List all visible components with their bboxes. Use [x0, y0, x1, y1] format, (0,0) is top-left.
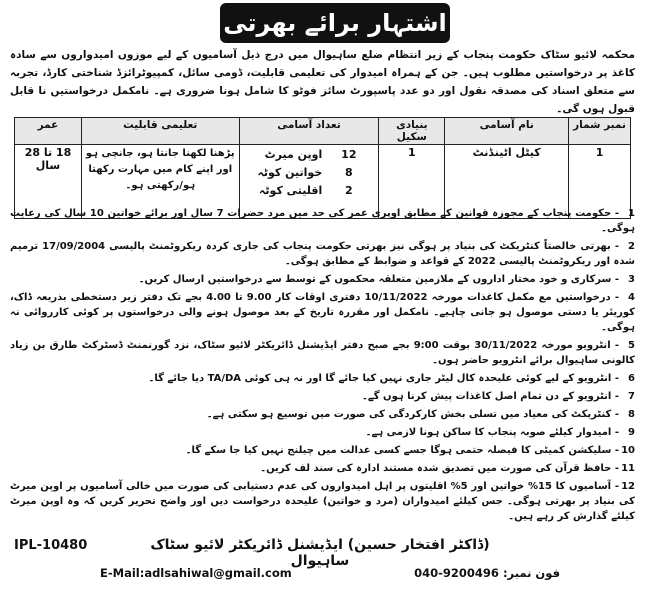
- condition-number: 6: [628, 373, 635, 384]
- signatory: (ڈاکٹر افتخار حسین) ایڈیشنل ڈائریکٹر لائیو سٹاک ساہیوال: [150, 537, 490, 569]
- quota-women: خواتین کوٹہ: [257, 166, 323, 179]
- condition-number: 10: [621, 445, 635, 456]
- condition-number: 2: [628, 241, 635, 252]
- condition-text: آسامیوں کا 15% خواتین اور 5% اقلیتوں پر اہل امیدواروں کی عدم دستیابی کی صورت میں خالی آسامیوں پر اوپن میرٹ کی بنیاد پر بھرتی ہوگی۔ جس کیلئے امیدواران (مرد و خواتین) علیحدہ درخواست دیں اور واضح تحریر کریں کہ وہ اوپن میرٹ کیلئے گذارش کر رہے ہیں۔: [10, 481, 635, 522]
- condition-number: 4: [628, 292, 635, 303]
- condition-text: امیدوار کیلئے صوبہ پنجاب کا ساکن ہونا لازمی ہے۔: [365, 427, 612, 438]
- col-post: نام آسامی: [445, 118, 569, 145]
- list-item: 3- سرکاری و خود مختار اداروں کے ملازمین متعلقہ محکموں کے توسط سے درخواستیں ارسال کریں۔: [138, 274, 635, 285]
- col-serial: نمبر شمار: [569, 118, 631, 145]
- count-list: [322, 146, 375, 200]
- list-item: 11- حافظ قرآن کی صورت میں تصدیق شدہ مستند ادارہ کی سند لف کریں۔: [260, 463, 635, 474]
- list-item: 5- انٹرویو مورخہ 30/11/2022 بوقت 9:00 بجے صبح دفتر ایڈیشنل ڈائریکٹر لائیو سٹاک، نزد گورنمنٹ ڈسٹرکٹ طارق بن زیاد کالونی ساہیوال برائے انٹرویو حاضر ہوں۔: [10, 340, 636, 366]
- count-minority: 2: [345, 184, 353, 197]
- intro-paragraph: محکمہ لائیو سٹاک حکومت پنجاب کے زیر انتظام ضلع ساہیوال میں درج ذیل آسامیوں کے لیے موزوں امیدواروں سے سادہ کاغذ پر درخواستیں مطلوب ہیں۔ جن کے ہمراہ امیدوار کی تعلیمی قابلیت، ڈومی سائل، کمپیوٹرائزڈ شناختی کارڈ، تجربہ سے متعلق اسناد کی مصدقہ نقول اور دو عدد پاسپورٹ سائز فوٹو کا شامل ہونا ضروری ہے۔ نامکمل درخواستیں نا قابل قبول ہوں گی۔: [10, 49, 635, 115]
- phone-number: 040-9200496: [414, 566, 499, 580]
- condition-number: 3: [628, 274, 635, 285]
- reference-number: IPL-10480: [14, 538, 88, 553]
- quota-list: [243, 146, 323, 200]
- list-item: 9- امیدوار کیلئے صوبہ پنجاب کا ساکن ہونا لازمی ہے۔: [365, 427, 635, 438]
- cell-age: 18 تا 28 سال: [15, 145, 82, 219]
- condition-text: حافظ قرآن کی صورت میں تصدیق شدہ مستند ادارہ کی سند لف کریں۔: [260, 463, 612, 474]
- phone-label: فون نمبر:: [502, 566, 560, 580]
- condition-text: حکومت پنجاب کے مجوزہ قوانین کے مطابق اوپری عمر کی حد میں مرد حضرات 7 سال اور برائے خواتین 10 سال کی رعایت ہوگی۔: [10, 208, 635, 234]
- condition-number: 8: [628, 409, 635, 420]
- condition-number: 12: [621, 481, 635, 492]
- quota-open: اوپن میرٹ: [264, 148, 323, 161]
- cell-qualification: پڑھنا لکھنا جانتا ہو، جانچی ہو اور اپنے کام میں مہارت رکھتا ہو/رکھتی ہو۔: [81, 145, 239, 219]
- condition-number: 9: [628, 427, 635, 438]
- list-item: 12- آسامیوں کا 15% خواتین اور 5% اقلیتوں پر اہل امیدواروں کی عدم دستیابی کی صورت میں خالی آسامیوں پر اوپن میرٹ کی بنیاد پر بھرتی ہوگی۔ جس کیلئے امیدواران (مرد و خواتین) علیحدہ درخواست دیں اور واضح تحریر کریں کہ وہ اوپن میرٹ کیلئے گذارش کر رہے ہیں۔: [10, 481, 635, 522]
- condition-number: 5: [628, 340, 636, 351]
- condition-number: 1: [628, 208, 635, 219]
- col-qualification: تعلیمی قابلیت: [81, 118, 239, 145]
- list-item: 1- حکومت پنجاب کے مجوزہ قوانین کے مطابق اوپری عمر کی حد میں مرد حضرات 7 سال اور برائے خواتین 10 سال کی رعایت ہوگی۔: [10, 208, 635, 234]
- condition-number: 7: [628, 391, 635, 402]
- contact-line: [100, 566, 560, 580]
- condition-text: سلیکشن کمیٹی کا فیصلہ حتمی ہوگا جسے کسی عدالت میں چیلنج نہیں کیا جا سکے گا۔: [185, 445, 612, 456]
- table-header-row: [15, 118, 631, 145]
- conditions-list: [10, 206, 635, 527]
- col-scale: بنیادی سکیل: [379, 118, 445, 145]
- count-open: 12: [341, 148, 357, 161]
- list-item: 7- انٹرویو کے دن تمام اصل کاغذات پیش کرنا ہوں گے۔: [362, 391, 635, 402]
- condition-text: انٹرویو کے دن تمام اصل کاغذات پیش کرنا ہوں گے۔: [362, 391, 612, 402]
- condition-text: سرکاری و خود مختار اداروں کے ملازمین متعلقہ محکموں کے توسط سے درخواستیں ارسال کریں۔: [138, 274, 612, 285]
- col-age: عمر: [15, 118, 82, 145]
- condition-number: 11: [621, 463, 635, 474]
- list-item: 4- درخواستیں مع مکمل کاغذات مورخہ 10/11/2022 دفتری اوقات کار 9.00 تا 4.00 بجے تک دفتر زیر دستخطی بذریعہ ڈاک، کوریئر یا دستی موصول ہو جانی چاہیے۔ نامکمل اور مقررہ تاریخ کے بعد موصول ہونے والی درخواستوں پر کوئی کارروائی نہ ہوگی۔: [10, 292, 635, 333]
- cell-scale: 1: [379, 145, 445, 219]
- page-title: اشتہار برائے بھرتی: [220, 3, 450, 43]
- cell-serial: 1: [569, 145, 631, 219]
- list-item: 10- سلیکشن کمیٹی کا فیصلہ حتمی ہوگا جسے کسی عدالت میں چیلنج نہیں کیا جا سکے گا۔: [185, 445, 635, 456]
- list-item: 6- انٹرویو کے لیے کوئی علیحدہ کال لیٹر جاری نہیں کیا جائے گا اور نہ ہی کوئی TA/DA دیا جائے گا۔: [148, 373, 635, 384]
- phone-block: [414, 566, 560, 580]
- quota-minority: اقلیتی کوٹہ: [258, 184, 323, 197]
- posts-table: [14, 117, 631, 219]
- cell-post: کیٹل اٹینڈنٹ: [445, 145, 569, 219]
- email: E-Mail:adlsahiwal@gmail.com: [100, 566, 292, 580]
- list-item: 2- بھرتی خالصتاً کنٹریکٹ کی بنیاد پر ہوگی نیز بھرتی حکومت پنجاب کی جاری کردہ ریکروٹمنٹ پالیسی 17/09/2004 ترمیم شدہ اور ریکروٹمنٹ پالیسی 2022 کے قواعد و ضوابط کے مطابق ہوگی۔: [10, 241, 635, 267]
- condition-text: کنٹریکٹ کی معیاد میں تسلی بخش کارکردگی کی صورت میں توسیع ہو سکتی ہے۔: [206, 409, 612, 420]
- condition-text: درخواستیں مع مکمل کاغذات مورخہ 10/11/2022 دفتری اوقات کار 9.00 تا 4.00 بجے تک دفتر زیر دستخطی بذریعہ ڈاک، کوریئر یا دستی موصول ہو جانی چاہیے۔ نامکمل اور مقررہ تاریخ کے بعد موصول ہونے والی درخواستوں پر کوئی کارروائی نہ ہوگی۔: [10, 292, 635, 333]
- condition-text: انٹرویو کے لیے کوئی علیحدہ کال لیٹر جاری نہیں کیا جائے گا اور نہ ہی کوئی TA/DA دیا جائے گا۔: [148, 373, 612, 384]
- col-count: تعداد آسامی: [239, 118, 379, 145]
- condition-text: بھرتی خالصتاً کنٹریکٹ کی بنیاد پر ہوگی نیز بھرتی حکومت پنجاب کی جاری کردہ ریکروٹمنٹ پالیسی 17/09/2004 ترمیم شدہ اور ریکروٹمنٹ پالیسی 2022 کے قواعد و ضوابط کے مطابق ہوگی۔: [10, 241, 635, 267]
- condition-text: انٹرویو مورخہ 30/11/2022 بوقت 9:00 بجے صبح دفتر ایڈیشنل ڈائریکٹر لائیو سٹاک، نزد گورنمنٹ ڈسٹرکٹ طارق بن زیاد کالونی ساہیوال برائے انٹرویو حاضر ہوں۔: [10, 340, 635, 366]
- count-women: 8: [345, 166, 353, 179]
- list-item: 8- کنٹریکٹ کی معیاد میں تسلی بخش کارکردگی کی صورت میں توسیع ہو سکتی ہے۔: [206, 409, 635, 420]
